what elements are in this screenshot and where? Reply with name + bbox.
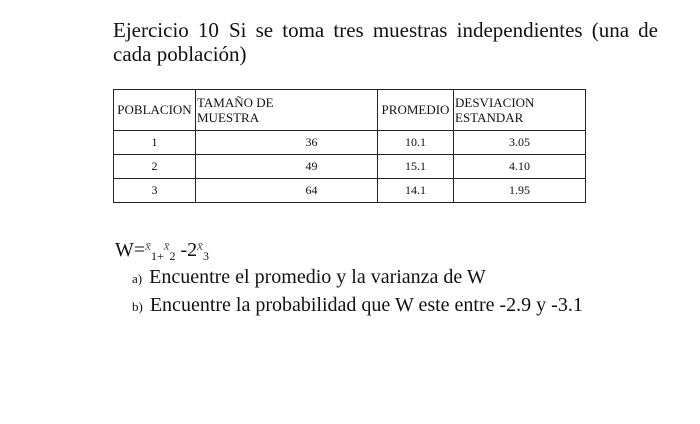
exercise-statement: [113, 18, 658, 66]
cell-promedio: 14.1: [378, 179, 454, 203]
formula-minus2: -2: [175, 239, 198, 261]
exercise-text: Si se toma tres muestras independientes (una de cada población): [113, 18, 658, 66]
header-promedio: PROMEDIO: [378, 90, 454, 131]
question-item: [132, 264, 583, 292]
cell-tamano: 64: [196, 179, 378, 203]
question-text: Encuentre la probabilidad que W este entre -2.9 y -3.1: [149, 294, 583, 316]
formula-sub2: 2: [169, 249, 176, 263]
cell-poblacion: 3: [114, 179, 196, 203]
cell-tamano: 49: [196, 155, 378, 179]
question-list: [132, 264, 583, 320]
question-text: Encuentre el promedio y la varianza de W: [149, 266, 486, 288]
header-tamano-line1: TAMAÑO DE: [197, 95, 274, 110]
cell-poblacion: 2: [114, 155, 196, 179]
cell-desviacion: 1.95: [454, 179, 586, 203]
table-row: [114, 155, 586, 179]
formula-sub3: 3: [202, 249, 209, 263]
question-label: a): [132, 271, 143, 286]
header-tamano-line2: MUESTRA: [197, 110, 260, 125]
table-header-row: [114, 90, 586, 131]
header-poblacion: POBLACION: [114, 90, 196, 131]
w-formula: [115, 238, 209, 264]
table-row: [114, 179, 586, 203]
population-table: [113, 89, 586, 203]
question-label: b): [132, 299, 143, 314]
xbar-symbol: x̄: [163, 238, 170, 253]
header-desviacion-line1: DESVIACION: [455, 95, 535, 110]
question-item: [132, 292, 583, 320]
header-desviacion: [454, 90, 586, 131]
exercise-label: Ejercicio 10: [113, 18, 219, 42]
xbar-symbol: x̄: [145, 238, 151, 253]
header-desviacion-line2: ESTANDAR: [455, 110, 524, 125]
cell-desviacion: 4.10: [454, 155, 586, 179]
cell-poblacion: 1: [114, 131, 196, 155]
formula-sub1: 1+: [150, 249, 164, 263]
cell-promedio: 15.1: [378, 155, 454, 179]
formula-lhs: W=: [115, 239, 146, 261]
header-tamano: [196, 90, 378, 131]
cell-desviacion: 3.05: [454, 131, 586, 155]
xbar-symbol: x̄: [197, 238, 203, 253]
cell-promedio: 10.1: [378, 131, 454, 155]
cell-tamano: 36: [196, 131, 378, 155]
table-row: [114, 131, 586, 155]
